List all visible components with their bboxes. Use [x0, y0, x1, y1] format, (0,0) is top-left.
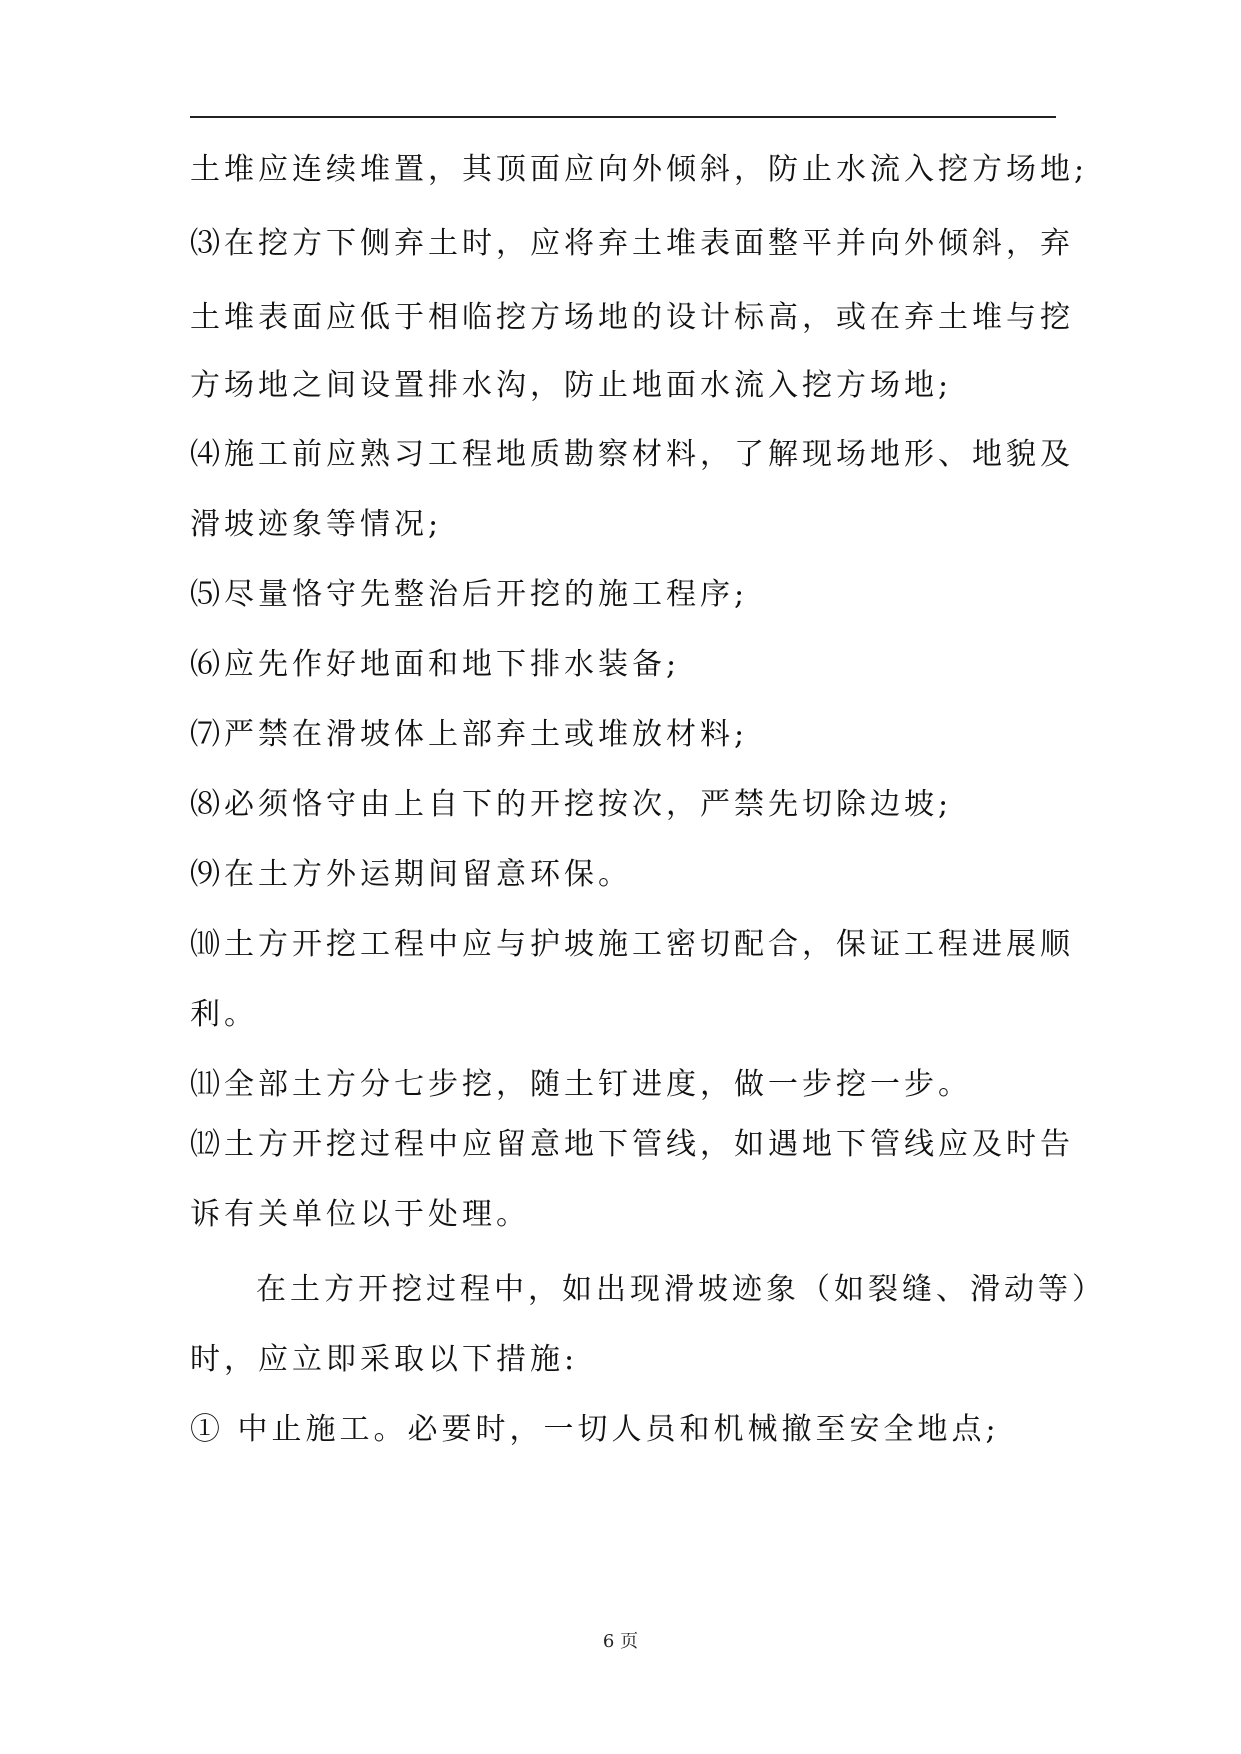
text-line: ⑺严禁在滑坡体上部弃土或堆放材料;: [190, 717, 749, 752]
text-line: ⑽土方开挖工程中应与护坡施工密切配合，保证工程进展顺: [190, 927, 1074, 962]
header-rule: [190, 116, 1056, 118]
text-line: ⑹应先作好地面和地下排水装备;: [190, 647, 681, 682]
text-line: 在土方开挖过程中，如出现滑坡迹象（如裂缝、滑动等）: [256, 1272, 1106, 1307]
text-line: 土堆表面应低于相临挖方场地的设计标高，或在弃土堆与挖: [190, 300, 1074, 335]
text-line: ⑾全部土方分七步挖，随土钉进度，做一步挖一步。: [190, 1067, 972, 1102]
text-line: 诉有关单位以于处理。: [190, 1197, 530, 1232]
text-line: ⑷施工前应熟习工程地质勘察材料，了解现场地形、地貌及: [190, 437, 1074, 472]
text-line: 土堆应连续堆置，其顶面应向外倾斜，防止水流入挖方场地;: [190, 152, 1089, 187]
text-line: 方场地之间设置排水沟，防止地面水流入挖方场地;: [190, 368, 953, 403]
page-number: 6 页: [602, 1631, 639, 1652]
text-line: ⑿土方开挖过程中应留意地下管线，如遇地下管线应及时告: [190, 1127, 1074, 1162]
text-line: 利。: [190, 997, 258, 1032]
text-line: ⑼在土方外运期间留意环保。: [190, 857, 632, 892]
text-line: ① 中止施工。必要时，一切人员和机械撤至安全地点;: [190, 1412, 1000, 1447]
text-line: 时，应立即采取以下措施:: [190, 1342, 579, 1377]
text-line: ⑸尽量恪守先整治后开挖的施工程序;: [190, 577, 749, 612]
text-line: ⑶在挖方下侧弃土时，应将弃土堆表面整平并向外倾斜，弃: [190, 226, 1074, 261]
text-line: ⑻必须恪守由上自下的开挖按次，严禁先切除边坡;: [190, 787, 953, 822]
text-line: 滑坡迹象等情况;: [190, 507, 443, 542]
